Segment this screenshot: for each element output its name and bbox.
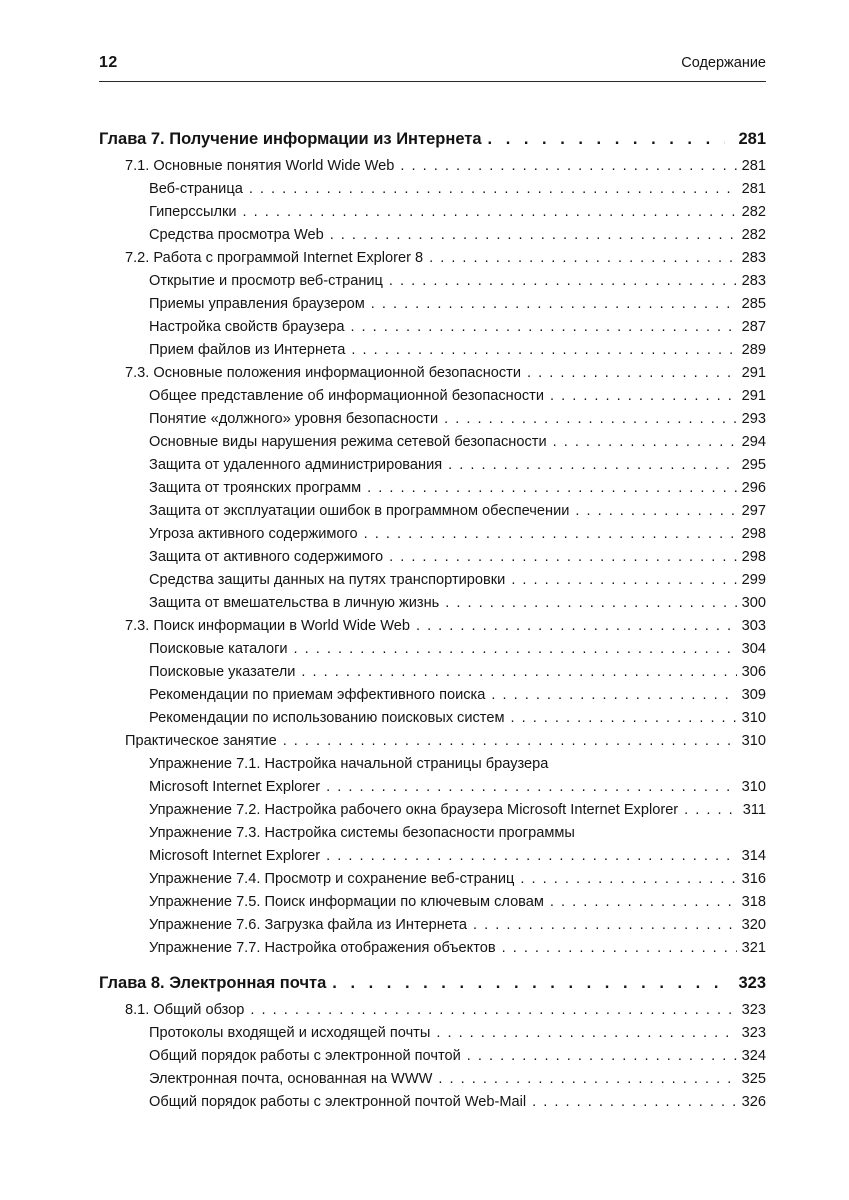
- toc-entry-line: [149, 707, 766, 730]
- toc-leader-dots: [294, 638, 737, 661]
- toc-entry-title: Практическое занятие: [125, 733, 277, 749]
- toc-entry-title: Настройка свойств браузера: [149, 319, 345, 335]
- toc-entry: [99, 339, 766, 362]
- toc-entry: [99, 523, 766, 546]
- toc-entry-title: Прием файлов из Интернета: [149, 342, 346, 358]
- toc-leader-dots: [445, 592, 736, 615]
- toc-page-number: 281: [741, 181, 766, 197]
- toc-entry-line: [149, 316, 766, 339]
- toc-entry-title: Средства защиты данных на путях транспортировки: [149, 572, 506, 588]
- toc-entry: [99, 247, 766, 270]
- toc-page-number: 310: [741, 779, 766, 795]
- toc-page-number: 281: [741, 158, 766, 174]
- toc-entry: [99, 454, 766, 477]
- toc-leader-dots: [249, 178, 737, 201]
- toc-entry: [99, 799, 766, 822]
- toc-leader-dots: [532, 1091, 736, 1114]
- toc-entry-line: [125, 730, 766, 753]
- toc-entry-title: Упражнение 7.6. Загрузка файла из Интернета: [149, 917, 468, 933]
- toc-entry-title: Общий порядок работы с электронной почтой: [149, 1048, 461, 1064]
- toc-entry-title: Рекомендации по приемам эффективного поиска: [149, 687, 486, 703]
- toc-page-number: 300: [741, 595, 766, 611]
- toc-leader-dots: [371, 293, 737, 316]
- toc-leader-dots: [488, 126, 726, 153]
- toc-page-number: 306: [741, 664, 766, 680]
- toc-entry-title: Упражнение 7.2. Настройка рабочего окна браузера Microsoft Internet Explorer: [149, 802, 679, 818]
- toc-page-number: 316: [741, 871, 766, 887]
- toc-entry-title: Основные виды нарушения режима сетевой безопасности: [149, 434, 547, 450]
- toc-entry: [99, 293, 766, 316]
- toc-entry-line: [149, 638, 766, 661]
- toc-entry: [99, 270, 766, 293]
- toc-entry: [99, 753, 766, 799]
- toc-page-number: 325: [741, 1071, 766, 1087]
- toc-page-number: 310: [741, 733, 766, 749]
- toc-page-number: 326: [741, 1094, 766, 1110]
- toc-page-number: 283: [741, 250, 766, 266]
- toc-entry-line: [149, 408, 766, 431]
- toc-entry: [99, 868, 766, 891]
- toc-entry-title: Веб-страница: [149, 181, 243, 197]
- toc-entry: [99, 477, 766, 500]
- toc-page-number: 291: [741, 388, 766, 404]
- toc-page-number: 297: [741, 503, 766, 519]
- toc-entry-title: Поисковые указатели: [149, 664, 296, 680]
- toc-page-number: 295: [741, 457, 766, 473]
- toc-leader-dots: [491, 684, 736, 707]
- toc-entry-line: [149, 477, 766, 500]
- toc-entry-title: 7.3. Основные положения информационной безопасности: [125, 365, 521, 381]
- toc-leader-dots: [326, 776, 737, 799]
- toc-entry-line: [125, 362, 766, 385]
- toc-entry-line: [125, 615, 766, 638]
- toc-leader-dots: [364, 523, 737, 546]
- toc-entry-title: Открытие и просмотр веб-страниц: [149, 273, 383, 289]
- toc-entry-line: [149, 500, 766, 523]
- toc-entry: [99, 500, 766, 523]
- toc-entry: [99, 362, 766, 385]
- toc-page-number: 321: [741, 940, 766, 956]
- toc-entry: [99, 970, 766, 997]
- toc-page-number: 285: [741, 296, 766, 312]
- toc-leader-dots: [553, 431, 737, 454]
- toc-page-number: 309: [741, 687, 766, 703]
- toc-leader-dots: [351, 339, 736, 362]
- toc-entry: [99, 914, 766, 937]
- toc-entry-title: Средства просмотра Web: [149, 227, 324, 243]
- toc-page-number: 291: [741, 365, 766, 381]
- toc-leader-dots: [429, 247, 737, 270]
- toc-entry: [99, 661, 766, 684]
- toc-entry-line: [149, 776, 766, 799]
- toc-leader-dots: [575, 500, 736, 523]
- toc-leader-dots: [389, 546, 737, 569]
- toc-entry-title: Защита от троянских программ: [149, 480, 362, 496]
- toc-page-number: 311: [742, 802, 766, 818]
- toc-page-number: 281: [738, 130, 766, 148]
- toc-entry-title: Электронная почта, основанная на WWW: [149, 1071, 433, 1087]
- toc-entry-line: [149, 339, 766, 362]
- toc-page-number: 318: [741, 894, 766, 910]
- toc-entry-title: Защита от активного содержимого: [149, 549, 384, 565]
- toc-leader-dots: [400, 155, 736, 178]
- toc-entry: [99, 707, 766, 730]
- toc-page-number: 324: [741, 1048, 766, 1064]
- toc-entry-title: Microsoft Internet Explorer: [149, 848, 321, 864]
- toc-leader-dots: [250, 999, 736, 1022]
- toc-entry-line: [149, 1091, 766, 1114]
- toc-entry: [99, 569, 766, 592]
- toc-entry: [99, 155, 766, 178]
- toc-entry: [99, 937, 766, 960]
- toc-entry: [99, 1068, 766, 1091]
- toc-entry-title: Приемы управления браузером: [149, 296, 365, 312]
- toc-page-number: 282: [741, 204, 766, 220]
- toc-entry: [99, 431, 766, 454]
- toc-entry-line: [149, 431, 766, 454]
- toc-entry: [99, 1091, 766, 1114]
- toc-entry-line: [99, 970, 766, 997]
- toc-entry-line: [149, 684, 766, 707]
- toc-entry: [99, 615, 766, 638]
- toc-page-number: 289: [741, 342, 766, 358]
- toc-entry: [99, 684, 766, 707]
- toc-entry-line: [125, 155, 766, 178]
- toc-entry-line: [149, 661, 766, 684]
- toc-entry: [99, 385, 766, 408]
- toc-leader-dots: [473, 914, 737, 937]
- toc-entry-line: [149, 822, 766, 845]
- toc-list: [99, 126, 766, 1114]
- page-number: 12: [99, 54, 118, 71]
- toc-entry: [99, 1045, 766, 1068]
- toc-leader-dots: [436, 1022, 736, 1045]
- toc-entry: [99, 224, 766, 247]
- toc-entry-title: Защита от эксплуатации ошибок в программном обеспечении: [149, 503, 570, 519]
- toc-entry-line: [149, 937, 766, 960]
- toc-entry-title: Защита от удаленного администрирования: [149, 457, 443, 473]
- toc-entry-title: Понятие «должного» уровня безопасности: [149, 411, 439, 427]
- toc-entry-line: [149, 454, 766, 477]
- toc-leader-dots: [438, 1068, 736, 1091]
- toc-entry-line: [149, 868, 766, 891]
- toc-entry-title: Общий порядок работы с электронной почтой Web-Mail: [149, 1094, 527, 1110]
- toc-page-number: 294: [741, 434, 766, 450]
- toc-entry-title: Упражнение 7.1. Настройка начальной страницы браузера: [149, 756, 549, 772]
- toc-page-number: 298: [741, 526, 766, 542]
- toc-entry-line: [149, 546, 766, 569]
- toc-entry-title: 7.1. Основные понятия World Wide Web: [125, 158, 395, 174]
- toc-entry-line: [149, 1045, 766, 1068]
- toc-entry-line: [149, 799, 766, 822]
- toc-entry-title: 8.1. Общий обзор: [125, 1002, 245, 1018]
- toc-entry-line: [149, 914, 766, 937]
- toc-leader-dots: [326, 845, 737, 868]
- toc-entry-line: [149, 385, 766, 408]
- toc-leader-dots: [444, 408, 737, 431]
- toc-entry: [99, 316, 766, 339]
- toc-entry: [99, 201, 766, 224]
- page-header: [99, 54, 766, 82]
- toc-leader-dots: [684, 799, 738, 822]
- toc-leader-dots: [502, 937, 737, 960]
- toc-entry-line: [149, 891, 766, 914]
- toc-page-number: 293: [741, 411, 766, 427]
- toc-page-number: 320: [741, 917, 766, 933]
- toc-page-number: 296: [741, 480, 766, 496]
- toc-page-number: 298: [741, 549, 766, 565]
- toc-entry: [99, 546, 766, 569]
- toc-leader-dots: [520, 868, 736, 891]
- toc-entry-title: Упражнение 7.5. Поиск информации по ключевым словам: [149, 894, 544, 910]
- toc-entry-line: [99, 126, 766, 153]
- toc-entry-title: Рекомендации по использованию поисковых систем: [149, 710, 505, 726]
- toc-entry-title: Глава 7. Получение информации из Интернета: [99, 130, 482, 148]
- toc-leader-dots: [510, 707, 736, 730]
- toc-leader-dots: [550, 385, 737, 408]
- toc-entry: [99, 178, 766, 201]
- toc-entry-line: [149, 1022, 766, 1045]
- toc-entry-line: [149, 592, 766, 615]
- toc-entry-line: [149, 270, 766, 293]
- toc-entry-line: [149, 569, 766, 592]
- toc-entry-line: [125, 999, 766, 1022]
- toc-entry-line: [125, 247, 766, 270]
- toc-entry-title: Общее представление об информационной безопасности: [149, 388, 544, 404]
- toc-entry-title: 7.3. Поиск информации в World Wide Web: [125, 618, 410, 634]
- toc-entry-title: 7.2. Работа с программой Internet Explorer 8: [125, 250, 424, 266]
- toc-entry-title: Глава 8. Электронная почта: [99, 974, 327, 992]
- toc-page-number: 303: [741, 618, 766, 634]
- toc-page-number: 310: [741, 710, 766, 726]
- toc-entry-title: Защита от вмешательства в личную жизнь: [149, 595, 440, 611]
- toc-entry-line: [149, 224, 766, 247]
- toc-leader-dots: [550, 891, 737, 914]
- toc-entry: [99, 638, 766, 661]
- toc-leader-dots: [350, 316, 736, 339]
- toc-entry: [99, 822, 766, 868]
- toc-entry-line: [149, 753, 766, 776]
- toc-page-number: 323: [738, 974, 766, 992]
- toc-entry-title: Microsoft Internet Explorer: [149, 779, 321, 795]
- toc-entry: [99, 999, 766, 1022]
- toc-entry: [99, 592, 766, 615]
- toc-entry: [99, 408, 766, 431]
- toc-entry-title: Протоколы входящей и исходящей почты: [149, 1025, 431, 1041]
- toc-leader-dots: [416, 615, 737, 638]
- toc-page-number: 283: [741, 273, 766, 289]
- toc-leader-dots: [332, 970, 725, 997]
- toc-entry: [99, 730, 766, 753]
- toc-entry-title: Гиперссылки: [149, 204, 237, 220]
- toc-page-number: 323: [741, 1025, 766, 1041]
- toc-leader-dots: [330, 224, 737, 247]
- toc-entry-title: Упражнение 7.3. Настройка системы безопасности программы: [149, 825, 575, 841]
- toc-entry-line: [149, 178, 766, 201]
- toc-page-number: 287: [741, 319, 766, 335]
- toc-entry-line: [149, 1068, 766, 1091]
- toc-leader-dots: [448, 454, 737, 477]
- toc-page-number: 282: [741, 227, 766, 243]
- toc-entry-title: Упражнение 7.4. Просмотр и сохранение веб-страниц: [149, 871, 515, 887]
- toc-leader-dots: [301, 661, 736, 684]
- toc-leader-dots: [467, 1045, 737, 1068]
- toc-leader-dots: [389, 270, 737, 293]
- toc-leader-dots: [511, 569, 736, 592]
- toc-entry-line: [149, 293, 766, 316]
- toc-entry: [99, 1022, 766, 1045]
- toc-leader-dots: [527, 362, 737, 385]
- toc-entry: [99, 891, 766, 914]
- toc-entry-title: Упражнение 7.7. Настройка отображения объектов: [149, 940, 496, 956]
- toc-page-number: 304: [741, 641, 766, 657]
- toc-page-number: 314: [741, 848, 766, 864]
- toc-entry: [99, 126, 766, 153]
- toc-leader-dots: [243, 201, 737, 224]
- toc-entry-line: [149, 201, 766, 224]
- toc-leader-dots: [283, 730, 737, 753]
- toc-page-number: 299: [741, 572, 766, 588]
- toc-entry-title: Угроза активного содержимого: [149, 526, 358, 542]
- toc-entry-title: Поисковые каталоги: [149, 641, 288, 657]
- header-title: Содержание: [681, 55, 766, 71]
- toc-leader-dots: [367, 477, 737, 500]
- toc-entry-line: [149, 523, 766, 546]
- toc-page-number: 323: [741, 1002, 766, 1018]
- toc-entry-line: [149, 845, 766, 868]
